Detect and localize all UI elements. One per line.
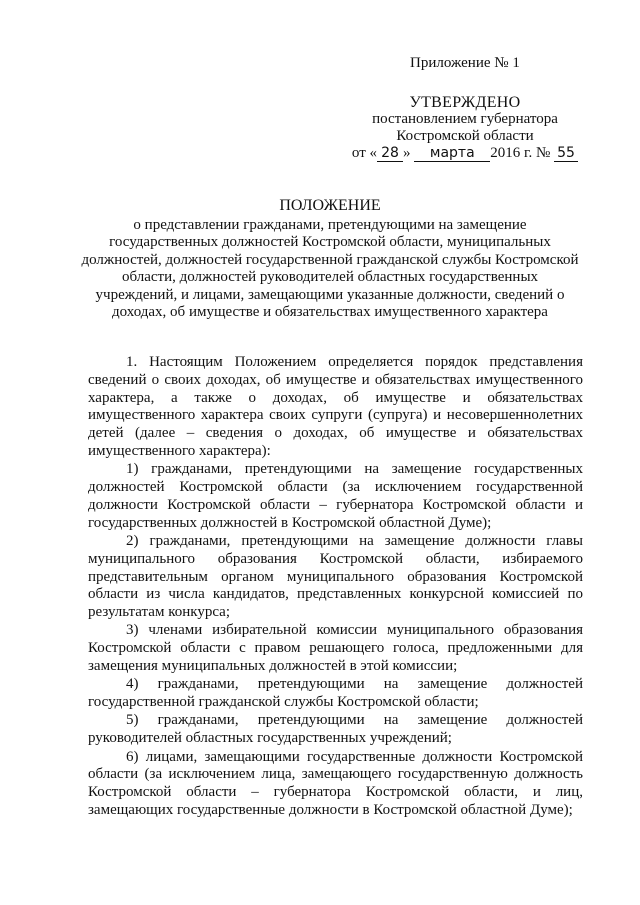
paragraph-item-1: 1) гражданами, претендующими на замещение государственных должностей Костромской области (за исключением государственной должности Костромской области – губернатора Костромской области и государственных должностей в Костромской областной Думе);	[88, 461, 583, 531]
paragraph-item-5: 5) гражданами, претендующими на замещение должностей руководителей областных государственных учреждений;	[88, 712, 583, 747]
decree-line-2: Костромской области	[396, 128, 534, 144]
decree-year: 2016 г. №	[490, 145, 551, 161]
paragraph-item-4: 4) гражданами, претендующими на замещение должностей государственной гражданской службы Костромской области;	[88, 676, 583, 711]
date-prefix: от	[351, 145, 366, 161]
decree-number: 55	[554, 146, 578, 162]
document-heading: ПОЛОЖЕНИЕ	[279, 197, 381, 214]
paragraph-item-6: 6) лицами, замещающими государственные должности Костромской области (за исключением лица, замещающего государственную должность Костромской области – губернатора Костромской области, и лиц, замещающих государственные должности в Костромской областной Думе);	[88, 748, 583, 818]
document-subtitle: о представлении гражданами, претендующими на замещение государственных должностей Костромской области, муниципальных должностей, должностей государственной гражданской службы Костромской области, должностей руководителей областных государственных учреждений, и лицами, замещающими указанные должности, сведений о доходах, об имуществе и обязательствах имущественного характера	[81, 216, 579, 320]
paragraph-item-3: 3) членами избирательной комиссии муниципального образования Костромской области с правом решающего голоса, предложенными для замещения муниципальных должностей в этой комиссии;	[88, 622, 583, 675]
decree-line-1: постановлением губернатора	[372, 111, 558, 127]
document-title-block	[80, 197, 580, 322]
appendix-label: Приложение № 1	[410, 55, 520, 71]
decree-month: марта	[414, 146, 490, 162]
day-open-quote: «	[369, 145, 378, 161]
approval-block	[330, 94, 600, 162]
approved-stamp-text: УТВЕРЖДЕНО	[409, 94, 521, 111]
document-body	[88, 354, 583, 820]
decree-day: 28	[377, 146, 403, 162]
decree-date-line	[330, 145, 600, 162]
day-close-quote: »	[403, 145, 411, 161]
paragraph-item-2: 2) гражданами, претендующими на замещение должности главы муниципального образования Костромской области, избираемого представительным органом муниципального образования Костромской области из числа кандидатов, представленных конкурсной комиссией по результатам конкурса;	[88, 532, 583, 621]
paragraph-1: 1. Настоящим Положением определяется порядок представления сведений о своих доходах, об имуществе и обязательствах имущественного характера, а также о доходах, об имуществе и обязательствах имущественного характера своих супруги (супруга) и несовершеннолетних детей (далее – сведения о доходах, об имуществе и обязательствах имущественного характера):	[88, 354, 583, 459]
